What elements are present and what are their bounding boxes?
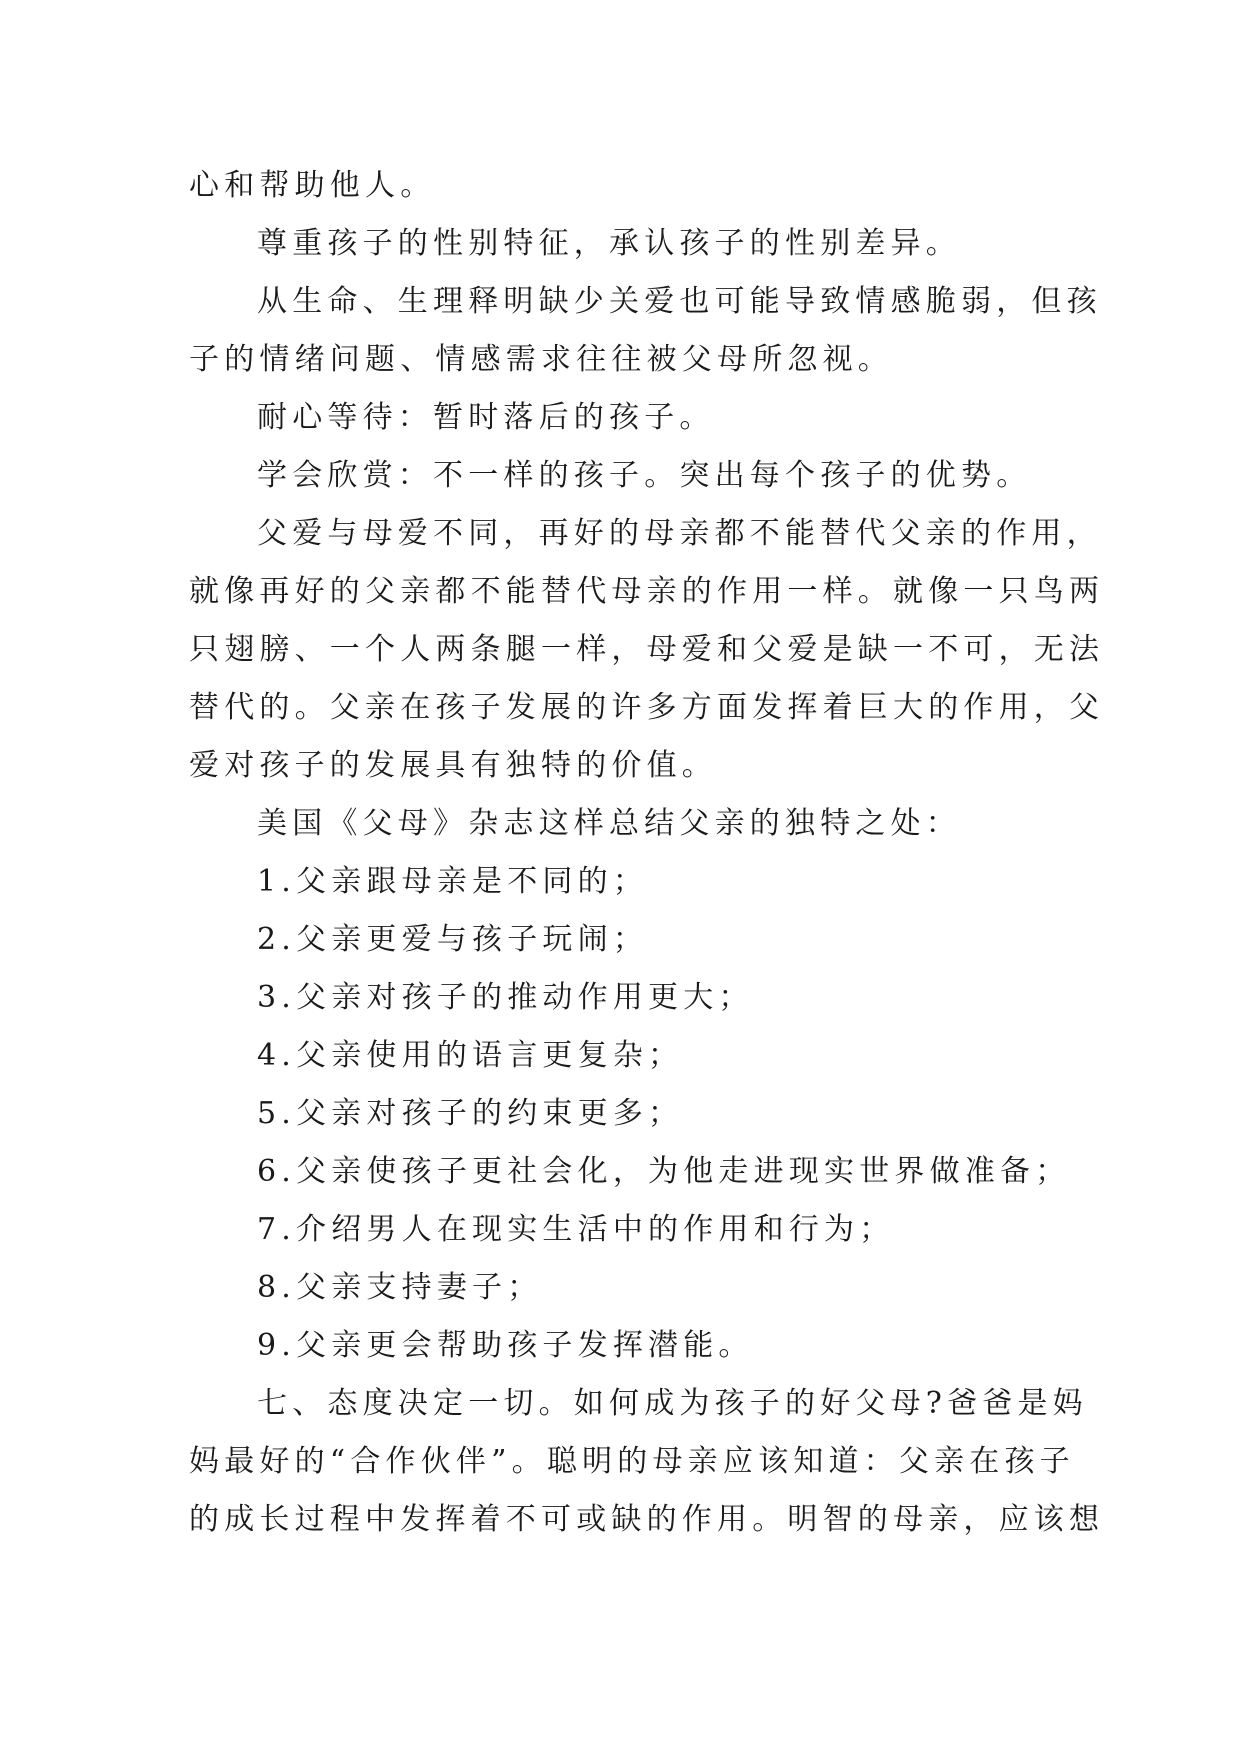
list-item: 8.父亲支持妻子； xyxy=(257,1270,543,1305)
text-line: 美国《父母》杂志这样总结父亲的独特之处： xyxy=(257,806,961,841)
text-line: 尊重孩子的性别特征，承认孩子的性别差异。 xyxy=(257,226,961,261)
text-line: 从生命、生理释明缺少关爱也可能导致情感脆弱，但孩 xyxy=(257,284,1102,319)
list-item: 7.介绍男人在现实生活中的作用和行为； xyxy=(257,1212,895,1247)
text-line: 父爱与母爱不同，再好的母亲都不能替代父亲的作用， xyxy=(257,516,1102,551)
text-line: 就像再好的父亲都不能替代母亲的作用一样。就像一只鸟两 xyxy=(189,574,1105,609)
text-line: 七、态度决定一切。如何成为孩子的好父母?爸爸是妈 xyxy=(257,1386,1088,1421)
list-item: 3.父亲对孩子的推动作用更大； xyxy=(257,980,754,1015)
text-line: 耐心等待：暂时落后的孩子。 xyxy=(257,400,715,435)
text-line: 替代的。父亲在孩子发展的许多方面发挥着巨大的作用，父 xyxy=(189,690,1105,725)
list-item: 5.父亲对孩子的约束更多； xyxy=(257,1096,684,1131)
list-item: 9.父亲更会帮助孩子发挥潜能。 xyxy=(257,1328,754,1363)
list-item: 2.父亲更爱与孩子玩闹； xyxy=(257,922,649,957)
text-line: 心和帮助他人。 xyxy=(189,168,436,203)
list-item: 1.父亲跟母亲是不同的； xyxy=(257,864,649,899)
text-line: 的成长过程中发挥着不可或缺的作用。明智的母亲，应该想 xyxy=(189,1502,1105,1537)
text-line: 爱对孩子的发展具有独特的价值。 xyxy=(189,748,717,783)
text-line: 妈最好的“合作伙伴”。聪明的母亲应该知道：父亲在孩子 xyxy=(189,1444,1075,1479)
text-line: 子的情绪问题、情感需求往往被父母所忽视。 xyxy=(189,342,893,377)
text-line: 学会欣赏：不一样的孩子。突出每个孩子的优势。 xyxy=(257,458,1032,493)
list-item: 6.父亲使孩子更社会化，为他走进现实世界做准备； xyxy=(257,1154,1071,1189)
text-line: 只翅膀、一个人两条腿一样，母爱和父爱是缺一不可，无法 xyxy=(189,632,1105,667)
list-item: 4.父亲使用的语言更复杂； xyxy=(257,1038,684,1073)
